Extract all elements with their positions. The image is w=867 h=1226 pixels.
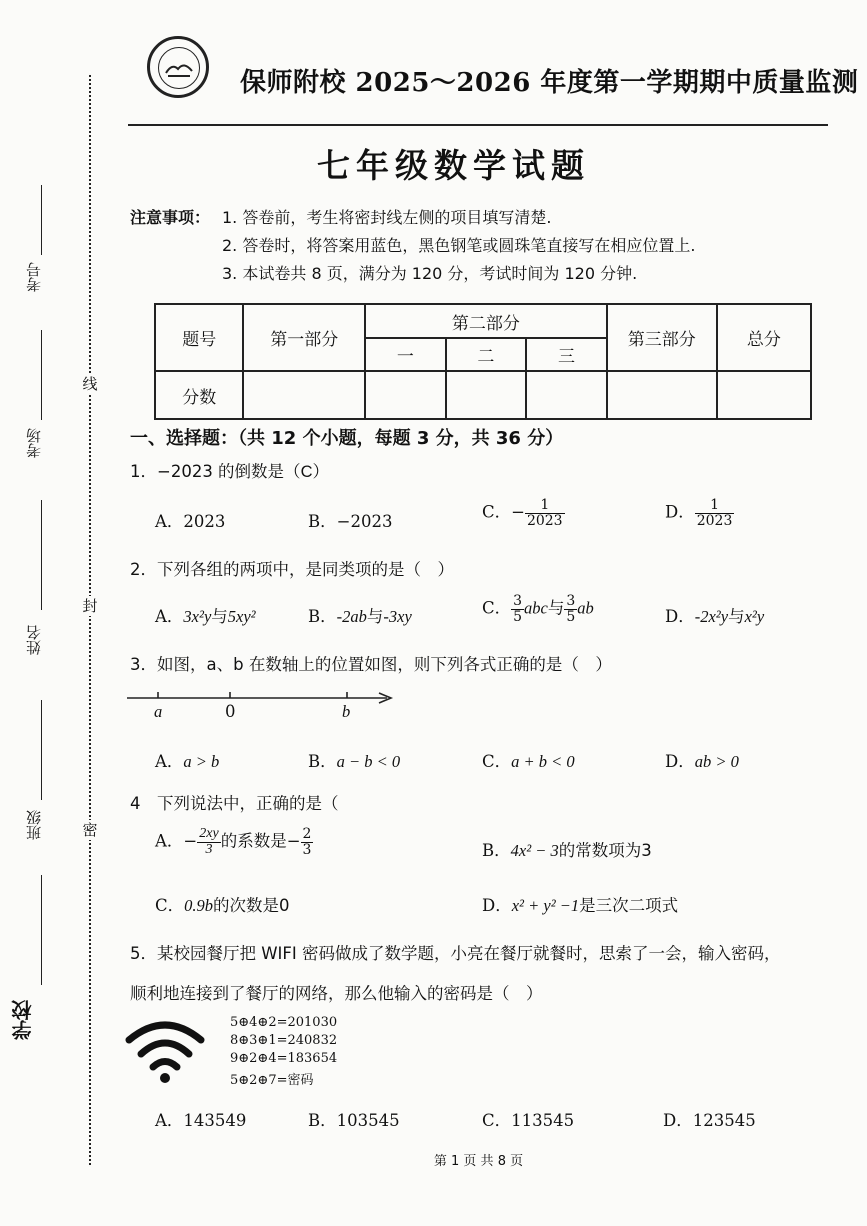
q5-equation-3: 9⊕2⊕4=183654 — [230, 1051, 338, 1066]
q1-option-a[interactable]: A．2023 — [155, 512, 226, 531]
q4-option-c[interactable]: C．0.9b的次数是0 — [155, 896, 290, 915]
q3-option-c[interactable]: C．a + b < 0 — [482, 752, 575, 771]
q5-stem-line1: 5．某校园餐厅把 WIFI 密码做成了数学题，小亮在餐厅就餐时，思索了一会，输入密码， — [130, 944, 781, 963]
q1-stem: 1．−2023 的倒数是（C） — [130, 462, 329, 481]
score-table — [154, 303, 812, 420]
q1-handwritten-answer: C — [300, 463, 313, 481]
q3-option-d[interactable]: D．ab > 0 — [665, 752, 739, 771]
note-item-3: 3. 本试卷共 8 页，满分为 120 分，考试时间为 120 分钟. — [222, 264, 638, 283]
axis-label-b: b — [342, 702, 351, 721]
q3-number-line — [125, 688, 395, 728]
th-part1: 第一部分 — [243, 304, 365, 371]
th-tihao: 题号 — [155, 304, 243, 371]
q4-option-b[interactable]: B．4x² − 3的常数项为3 — [482, 841, 652, 860]
binding-char-mi: 密 — [80, 820, 100, 840]
wifi-icon — [125, 1016, 205, 1084]
q5-option-b[interactable]: B．103545 — [308, 1111, 400, 1130]
q5-equation-2: 8⊕3⊕1=240832 — [230, 1033, 338, 1048]
q5-equation-4: 5⊕2⊕7=密码 — [230, 1073, 314, 1088]
q5-equation-1: 5⊕4⊕2=201030 — [230, 1015, 338, 1030]
score-cell-part1[interactable] — [243, 371, 365, 419]
axis-label-0: 0 — [225, 702, 236, 721]
q3-option-b[interactable]: B．a − b < 0 — [308, 752, 401, 771]
blank-kaochang[interactable] — [41, 330, 42, 420]
school-logo — [147, 36, 209, 98]
q1-option-c[interactable]: C．− $\frac{1}{2023}$ — [482, 497, 563, 529]
axis-label-a: a — [154, 702, 163, 721]
q5-option-c[interactable]: C．113545 — [482, 1111, 575, 1130]
th-sub-2: 二 — [446, 338, 527, 371]
blank-xuexiao[interactable] — [41, 875, 42, 985]
q5-option-d[interactable]: D．123545 — [663, 1111, 756, 1130]
blank-xingming[interactable] — [41, 500, 42, 610]
q2-option-b[interactable]: B．-2ab与-3xy — [308, 607, 412, 626]
score-cell-sub2[interactable] — [446, 371, 527, 419]
q2-option-d[interactable]: D．-2x²y与x²y — [665, 607, 765, 626]
section-1-title: 一、选择题：（共 12 个小题，每题 3 分，共 36 分） — [130, 428, 564, 449]
q4-option-a[interactable]: A．− $\frac{2xy}{3}$ 的系数是− $\frac{2}{3}$ — [155, 826, 312, 858]
th-part3: 第三部分 — [607, 304, 717, 371]
q4-stem: 4 下列说法中，正确的是（ — [130, 794, 339, 813]
blank-banji[interactable] — [41, 700, 42, 800]
label-banji: 班级 — [25, 810, 43, 840]
q5-option-a[interactable]: A．143549 — [155, 1111, 247, 1130]
note-item-2: 2. 答卷时，将答案用蓝色，黑色钢笔或圆珠笔直接写在相应位置上. — [222, 236, 696, 255]
label-kaochang: 考场 — [25, 428, 43, 458]
score-cell-sub3[interactable] — [526, 371, 607, 419]
q2-option-c[interactable]: C． $\frac{3}{5}$ abc与 $\frac{3}{5}$ ab — [482, 593, 594, 625]
q3-option-a[interactable]: A．a > b — [155, 752, 220, 771]
row-score-label: 分数 — [155, 371, 243, 419]
header-rule — [128, 124, 828, 126]
th-sub-3: 三 — [526, 338, 607, 371]
q3-stem: 3．如图，a、b 在数轴上的位置如图，则下列各式正确的是（ ） — [130, 655, 612, 674]
q5-stem-line2: 顺利地连接到了餐厅的网络，那么他输入的密码是（ ） — [130, 984, 543, 1003]
binding-dotted-line — [89, 75, 91, 1165]
school-title: 保师附校 2025～2026 年度第一学期期中质量监测 — [240, 68, 859, 98]
binding-char-feng: 封 — [80, 596, 100, 616]
score-cell-sub1[interactable] — [365, 371, 446, 419]
q2-stem: 2．下列各组的两项中，是同类项的是（ ） — [130, 560, 454, 579]
label-xuexiao: 学校 — [11, 1000, 35, 1040]
q1-option-d[interactable]: D． $\frac{1}{2023}$ — [665, 497, 733, 529]
note-item-1: 1. 答卷前，考生将密封线左侧的项目填写清楚. — [222, 208, 552, 227]
page-footer: 第 1 页 共 8 页 — [433, 1154, 524, 1169]
th-total: 总分 — [717, 304, 811, 371]
q2-option-a[interactable]: A．3x²y与5xy² — [155, 607, 256, 626]
th-sub-1: 一 — [365, 338, 446, 371]
binding-char-xian: 线 — [80, 374, 100, 394]
score-cell-part3[interactable] — [607, 371, 717, 419]
exam-title: 七年级数学试题 — [317, 146, 590, 185]
q1-option-b[interactable]: B．−2023 — [308, 512, 393, 531]
th-part2: 第二部分 — [365, 304, 607, 338]
label-xingming: 姓名 — [25, 625, 43, 655]
score-cell-total[interactable] — [717, 371, 811, 419]
q4-option-d[interactable]: D．x² + y² −1是三次二项式 — [482, 896, 679, 915]
notes-label: 注意事项： — [130, 208, 211, 227]
label-kaohao: 考号 — [25, 262, 43, 292]
blank-kaohao[interactable] — [41, 185, 42, 255]
